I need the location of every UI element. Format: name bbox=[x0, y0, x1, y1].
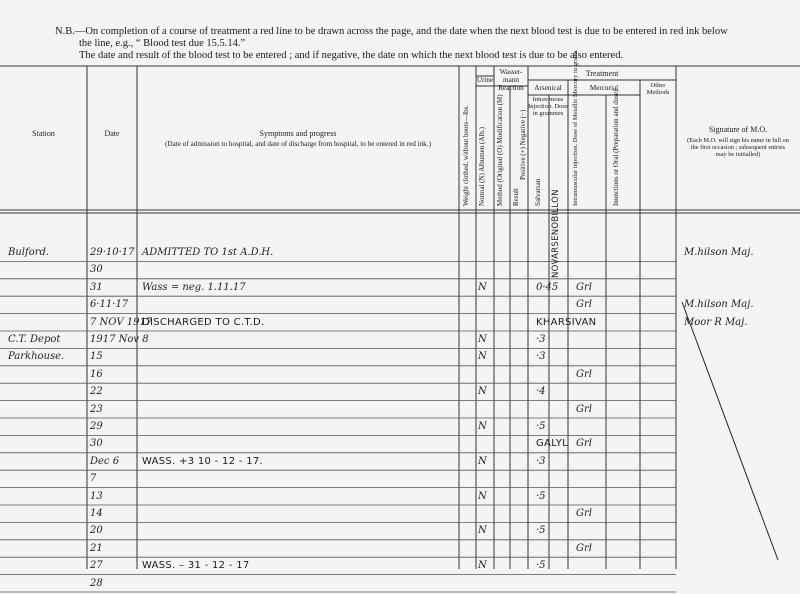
date-cell: 22 bbox=[90, 386, 103, 398]
table-row bbox=[0, 316, 800, 333]
urine-cell: N bbox=[478, 490, 487, 502]
symptoms-cell: ADMITTED TO 1st A.D.H. bbox=[142, 247, 274, 258]
table-row bbox=[0, 385, 800, 402]
header-urine: Urine bbox=[476, 76, 494, 84]
header-treatment: Treatment bbox=[585, 69, 619, 78]
urine-cell: N bbox=[478, 525, 487, 537]
mercury-cell: Grl bbox=[576, 368, 592, 380]
table-row bbox=[0, 246, 800, 263]
table-row bbox=[0, 350, 800, 367]
mercury-cell: Grl bbox=[576, 542, 592, 554]
dose-cell: 0·45 bbox=[536, 281, 559, 293]
header-urine-sub: Normal (N) Albumen (Alb.) bbox=[478, 127, 486, 206]
date-cell: 28 bbox=[90, 577, 103, 589]
header-signature: Signature of M.O. bbox=[708, 125, 768, 134]
table-row bbox=[0, 403, 800, 420]
date-cell: 13 bbox=[90, 490, 103, 502]
table-row bbox=[0, 420, 800, 437]
header-wassermann: Wasser- mann Reaction bbox=[498, 68, 524, 92]
stamp-novarsenobillon: NOVARSENOBILLON bbox=[551, 189, 561, 278]
station-cell: Bulford. bbox=[8, 247, 50, 258]
table-row bbox=[0, 263, 800, 280]
dose-cell: ·3 bbox=[536, 334, 546, 345]
date-cell: 23 bbox=[90, 403, 103, 415]
mercury-cell: Grl bbox=[576, 438, 592, 450]
date-cell: 14 bbox=[90, 508, 103, 519]
header-other-methods: Other Methods bbox=[646, 82, 670, 96]
table-row bbox=[0, 490, 800, 507]
table-row bbox=[0, 472, 800, 489]
table-row bbox=[0, 281, 800, 298]
dose-cell: ·5 bbox=[536, 525, 546, 537]
note-line-2: the line, e.g., “ Blood test due 15.5.14.” bbox=[79, 38, 246, 49]
table-row bbox=[0, 437, 800, 454]
table-row bbox=[0, 577, 800, 594]
urine-cell: N bbox=[478, 421, 487, 432]
symptoms-cell: Wass = neg. 1.11.17 bbox=[142, 281, 246, 293]
symptoms-cell: WASS. – 31 - 12 - 17 bbox=[142, 560, 250, 572]
header-station: Station bbox=[32, 129, 55, 138]
dose-cell: ·3 bbox=[536, 455, 546, 467]
date-cell: 20 bbox=[90, 525, 103, 537]
mercury-cell: Grl bbox=[576, 508, 592, 519]
header-result: Result bbox=[512, 188, 520, 206]
header-arsenical-sub: Intravenous Injection. Dose in grammes bbox=[528, 96, 568, 117]
date-cell: Dec 6 bbox=[90, 455, 120, 467]
urine-cell: N bbox=[478, 455, 487, 467]
table-row bbox=[0, 524, 800, 541]
date-cell: 1917 Nov 8 bbox=[90, 334, 149, 345]
dose-cell: KHARSIVAN bbox=[536, 316, 597, 328]
symptoms-cell: DISCHARGED TO C.T.D. bbox=[142, 316, 265, 328]
date-cell: 29·10·17 bbox=[90, 247, 135, 258]
station-cell: C.T. Depot bbox=[8, 334, 61, 345]
date-cell: 15 bbox=[90, 351, 103, 363]
header-salvarsan: Salvarsan bbox=[534, 178, 542, 206]
note-line-1: N.B.—On completion of a course of treatment a red line to be drawn across the page, and the date when the next blood test is due to be entered in red ink below bbox=[55, 26, 728, 37]
header-method: Method (Original (O) Modification (M) bbox=[496, 94, 504, 206]
date-cell: 16 bbox=[90, 368, 103, 380]
mercury-cell: Grl bbox=[576, 281, 592, 293]
urine-cell: N bbox=[478, 386, 487, 398]
station-cell: Parkhouse. bbox=[8, 351, 65, 363]
table-row bbox=[0, 298, 800, 315]
table-row bbox=[0, 455, 800, 472]
date-cell: 27 bbox=[90, 560, 103, 572]
date-cell: 21 bbox=[90, 542, 103, 554]
header-date: Date bbox=[104, 129, 120, 138]
dose-cell: ·5 bbox=[536, 560, 546, 572]
header-intramuscular: Intramuscular injection. Dose of Metallic Mercury in grains bbox=[572, 50, 579, 206]
note-line-3: The date and result of the blood test to be entered ; and if negative, the date on which the next blood test is due to be also entered. bbox=[79, 50, 624, 61]
header-arsenical: Arsenical bbox=[534, 84, 562, 92]
date-cell: 30 bbox=[90, 438, 103, 450]
header-inunctions: Inunctions or Oral (Preparation and dose) bbox=[612, 89, 620, 206]
dose-cell: ·4 bbox=[536, 386, 546, 398]
header-mercurial: Mercurial bbox=[589, 84, 619, 92]
table-row bbox=[0, 368, 800, 385]
dose-cell: ·5 bbox=[536, 490, 546, 502]
symptoms-cell: WASS. +3 10 - 12 - 17. bbox=[142, 455, 264, 467]
mercury-cell: Grl bbox=[576, 299, 592, 311]
dose-cell: GALYL bbox=[536, 438, 569, 450]
header-symptoms: Symptoms and progress bbox=[259, 129, 337, 138]
header-signature-sub: (Each M.O. will sign his name in full on the first occasion ; subsequent entries may be initialled) bbox=[687, 137, 789, 158]
date-cell: 31 bbox=[90, 281, 103, 293]
urine-cell: N bbox=[478, 334, 487, 345]
date-cell: 30 bbox=[90, 264, 103, 276]
header-result-sub: Positive (+) Negative (−) bbox=[519, 109, 527, 180]
mercury-cell: Grl bbox=[576, 403, 592, 415]
table-row bbox=[0, 507, 800, 524]
table-row bbox=[0, 559, 800, 576]
date-cell: 6·11·17 bbox=[90, 299, 129, 311]
signature-cell: Moor R Maj. bbox=[684, 316, 748, 328]
date-cell: 29 bbox=[90, 421, 103, 432]
header-symptoms-sub: (Date of admission to hospital, and date of discharge from hospital, to be entered in red ink.) bbox=[165, 140, 431, 148]
signature-cell: M.hilson Maj. bbox=[684, 247, 754, 258]
signature-cell: M.hilson Maj. bbox=[684, 299, 754, 311]
dose-cell: ·3 bbox=[536, 351, 546, 363]
header-weight: Weight clothed, without boots—lbs. bbox=[462, 104, 470, 206]
dose-cell: ·5 bbox=[536, 421, 546, 432]
table-row bbox=[0, 542, 800, 559]
urine-cell: N bbox=[478, 351, 487, 363]
date-cell: 7 NOV 1917 bbox=[90, 316, 153, 328]
urine-cell: N bbox=[478, 560, 487, 572]
table-row bbox=[0, 333, 800, 350]
urine-cell: N bbox=[478, 281, 487, 293]
date-cell: 7 bbox=[90, 473, 97, 485]
